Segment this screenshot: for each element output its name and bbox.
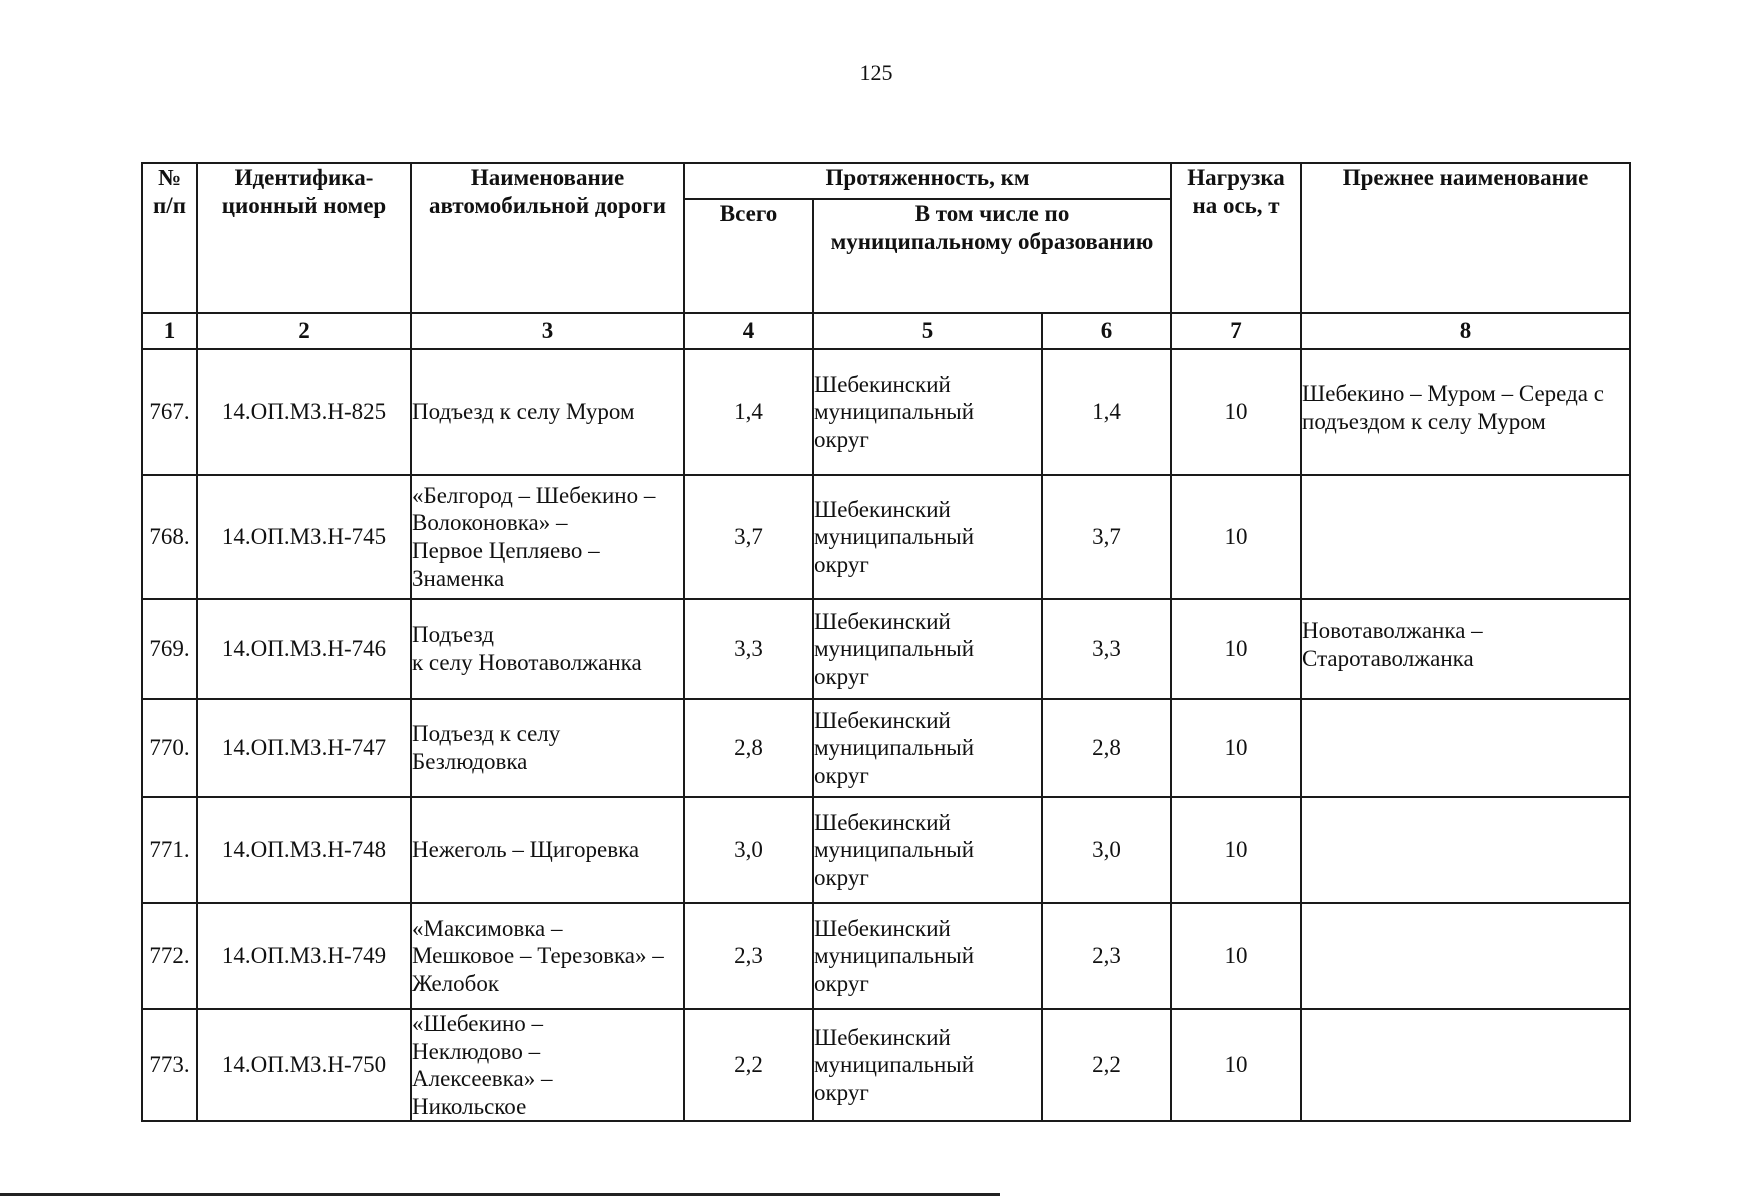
municipality: Шебекинский муниципальный округ [813,475,1042,599]
length-total: 2,3 [684,903,813,1009]
column-number: 7 [1171,313,1301,349]
previous-name [1301,903,1630,1009]
page-number: 125 [859,60,893,85]
header-row [142,163,1630,199]
length-municipal: 2,3 [1042,903,1171,1009]
municipality: Шебекинский муниципальный округ [813,349,1042,475]
row-number: 770. [142,699,197,797]
column-number-row [142,313,1630,349]
axle-load: 10 [1171,1009,1301,1121]
axle-load: 10 [1171,599,1301,699]
column-number: 8 [1301,313,1630,349]
column-number: 1 [142,313,197,349]
road-id: 14.ОП.МЗ.Н-749 [197,903,411,1009]
municipality: Шебекинский муниципальный округ [813,699,1042,797]
length-total: 3,7 [684,475,813,599]
length-total: 1,4 [684,349,813,475]
length-municipal: 3,7 [1042,475,1171,599]
length-municipal: 3,0 [1042,797,1171,903]
road-name: Нежеголь – Щигоревка [411,797,684,903]
column-number: 6 [1042,313,1171,349]
previous-name [1301,797,1630,903]
row-number: 769. [142,599,197,699]
header-municipal: В том числе по муниципальному образованию [813,199,1171,313]
table-row [142,599,1630,699]
table-row [142,475,1630,599]
axle-load: 10 [1171,903,1301,1009]
column-number: 4 [684,313,813,349]
axle-load: 10 [1171,797,1301,903]
road-id: 14.ОП.МЗ.Н-747 [197,699,411,797]
column-number: 5 [813,313,1042,349]
road-name: «Белгород – Шебекино – Волоконовка» – Первое Цепляево – Знаменка [411,475,684,599]
table-row [142,699,1630,797]
header-road-name: Наименование автомобильной дороги [411,163,684,313]
previous-name [1301,475,1630,599]
row-number: 772. [142,903,197,1009]
header-id: Идентифика- ционный номер [197,163,411,313]
road-id: 14.ОП.МЗ.Н-748 [197,797,411,903]
page-bottom-rule [0,1193,1000,1196]
row-number: 773. [142,1009,197,1121]
road-name: «Максимовка – Мешковое – Терезовка» – Желобок [411,903,684,1009]
previous-name: Шебекино – Муром – Середа с подъездом к селу Муром [1301,349,1630,475]
road-name: Подъезд к селу Муром [411,349,684,475]
municipality: Шебекинский муниципальный округ [813,903,1042,1009]
roads-table [141,162,1631,1122]
municipality: Шебекинский муниципальный округ [813,599,1042,699]
road-name: «Шебекино – Неклюдово – Алексеевка» – Никольское [411,1009,684,1121]
column-number: 2 [197,313,411,349]
road-name: Подъезд к селу Безлюдовка [411,699,684,797]
table-row [142,797,1630,903]
length-total: 3,3 [684,599,813,699]
row-number: 767. [142,349,197,475]
road-name: Подъезд к селу Новотаволжанка [411,599,684,699]
length-total: 2,2 [684,1009,813,1121]
header-length: Протяженность, км [684,163,1171,199]
header-num: № п/п [142,163,197,313]
column-number: 3 [411,313,684,349]
road-id: 14.ОП.МЗ.Н-750 [197,1009,411,1121]
length-total: 2,8 [684,699,813,797]
previous-name: Новотаволжанка – Старотаволжанка [1301,599,1630,699]
table-row [142,1009,1630,1121]
road-id: 14.ОП.МЗ.Н-746 [197,599,411,699]
length-municipal: 2,2 [1042,1009,1171,1121]
road-id: 14.ОП.МЗ.Н-745 [197,475,411,599]
length-municipal: 3,3 [1042,599,1171,699]
length-municipal: 2,8 [1042,699,1171,797]
municipality: Шебекинский муниципальный округ [813,1009,1042,1121]
table-row [142,349,1630,475]
municipality: Шебекинский муниципальный округ [813,797,1042,903]
axle-load: 10 [1171,475,1301,599]
table-row [142,903,1630,1009]
header-total: Всего [684,199,813,313]
header-axle-load: Нагрузка на ось, т [1171,163,1301,313]
previous-name [1301,1009,1630,1121]
header-previous-name: Прежнее наименование [1301,163,1630,313]
row-number: 768. [142,475,197,599]
row-number: 771. [142,797,197,903]
road-id: 14.ОП.МЗ.Н-825 [197,349,411,475]
axle-load: 10 [1171,699,1301,797]
previous-name [1301,699,1630,797]
length-municipal: 1,4 [1042,349,1171,475]
length-total: 3,0 [684,797,813,903]
axle-load: 10 [1171,349,1301,475]
